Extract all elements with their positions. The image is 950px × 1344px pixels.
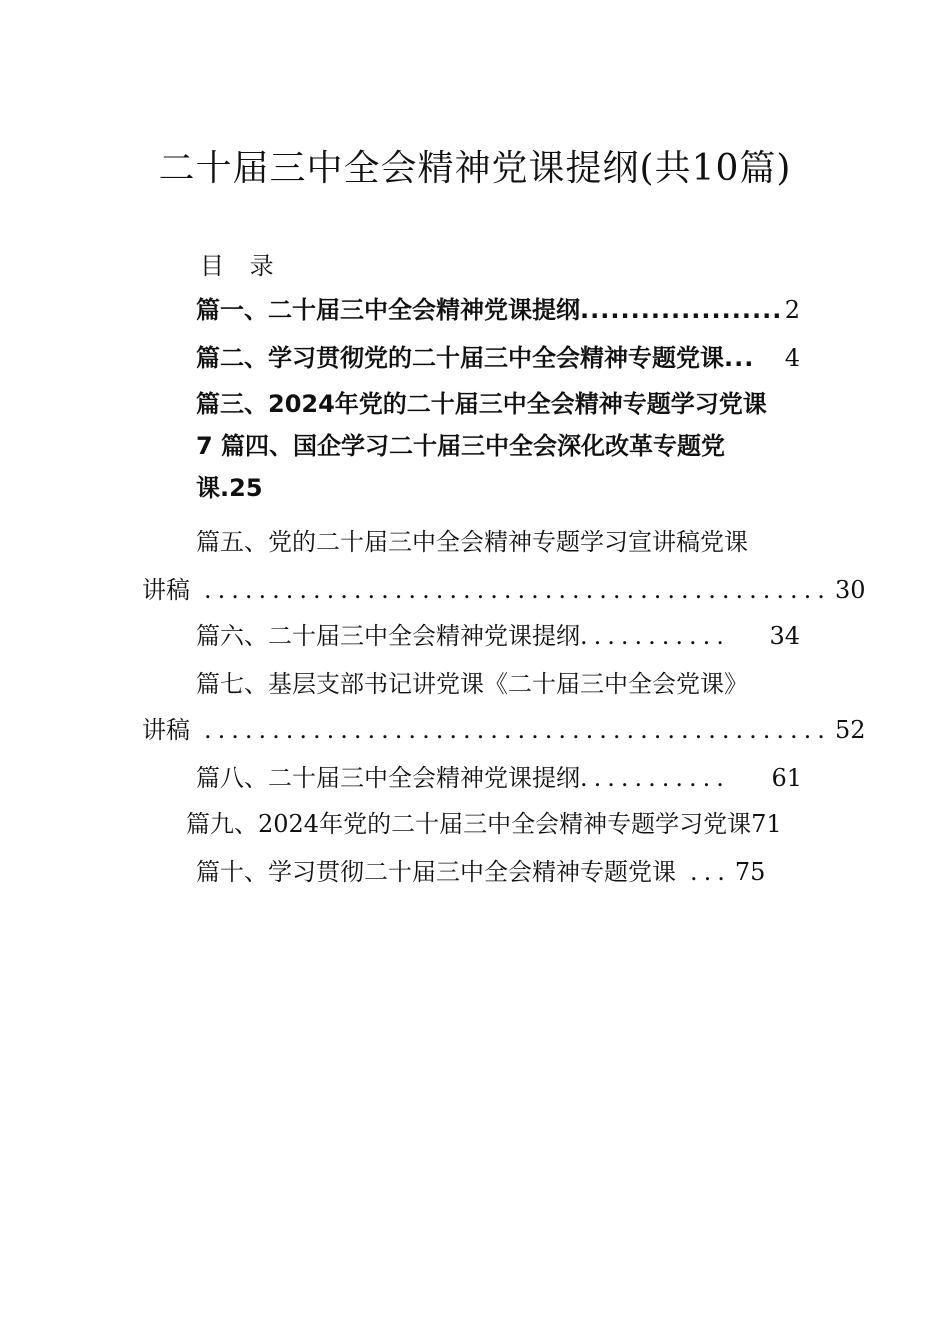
toc-entry-6[interactable] [196,620,800,652]
toc-heading: 目 录 [200,252,274,280]
toc-entry-3-line-3[interactable]: 课.25 [196,474,263,502]
toc-entry-8-page: 61 [771,764,802,792]
toc-entry-2-title: 篇二、学习贯彻党的二十届三中全会精神专题党课 [196,344,724,372]
toc-entry-8[interactable] [196,762,802,794]
toc-entry-5[interactable] [142,574,866,606]
toc-entry-5-line-2: 讲稿 [142,576,190,604]
document-title: 二十届三中全会精神党课提纲(共10篇) [158,148,792,189]
toc-entry-2-page: 4 [784,344,800,372]
toc-entry-7-leader: .............................................. [204,716,831,744]
toc-entry-7[interactable] [142,714,866,746]
toc-entry-5-page: 30 [834,576,866,604]
toc-entry-1-leader: .................... [580,296,783,324]
toc-entry-1-title: 篇一、二十届三中全会精神党课提纲 [196,296,580,324]
toc-entry-10-leader: ... [690,858,731,886]
toc-entry-10-title: 篇十、学习贯彻二十届三中全会精神专题党课 [196,858,676,886]
toc-entry-3-line-2[interactable]: 7 篇四、国企学习二十届三中全会深化改革专题党 [196,432,726,460]
toc-entry-2[interactable] [196,342,800,374]
toc-entry-7-line-1[interactable]: 篇七、基层支部书记讲党课《二十届三中全会党课》 [196,670,748,698]
toc-entry-10-page: 75 [734,858,766,886]
toc-entry-8-title: 篇八、二十届三中全会精神党课提纲 [196,764,580,792]
toc-entry-6-leader: ........... [580,622,730,650]
toc-entry-9[interactable]: 篇九、2024年党的二十届三中全会精神专题学习党课71 [186,810,782,838]
toc-entry-8-leader: ........... [580,764,730,792]
toc-entry-7-line-2: 讲稿 [142,716,190,744]
toc-entry-10[interactable] [196,856,802,888]
toc-entry-7-page: 52 [834,716,866,744]
toc-entry-5-leader: .............................................. [204,576,831,604]
toc-entry-6-page: 34 [769,622,800,650]
toc-entry-1[interactable] [196,294,800,326]
toc-entry-1-page: 2 [784,296,800,324]
toc-entry-2-leader: ... [724,344,755,372]
toc-entry-5-line-1[interactable]: 篇五、党的二十届三中全会精神专题学习宣讲稿党课 [196,528,748,556]
toc-entry-6-title: 篇六、二十届三中全会精神党课提纲 [196,622,580,650]
toc-entry-3-line-1[interactable]: 篇三、2024年党的二十届三中全会精神专题学习党课 [196,390,767,418]
